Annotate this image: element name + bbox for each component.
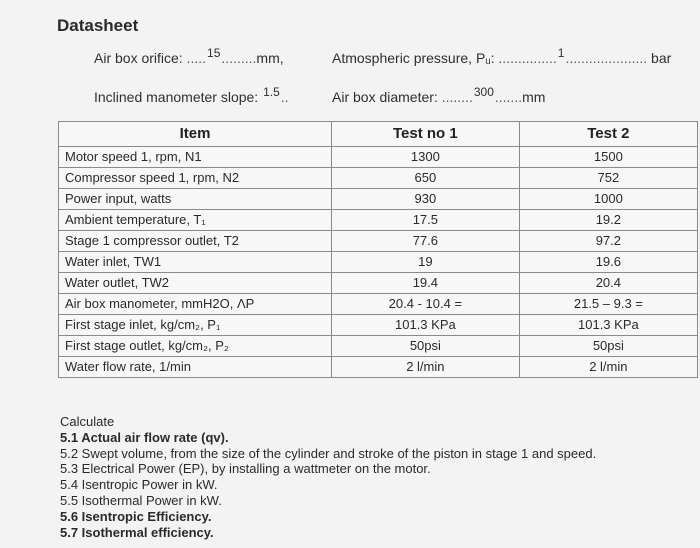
pressure-unit: bar — [651, 50, 672, 66]
dotted-leader: ..................... — [565, 50, 648, 66]
item-cell: Compressor speed 1, rpm, N2 — [59, 168, 332, 189]
table-row — [59, 189, 698, 210]
orifice-label: Air box orifice: — [94, 50, 183, 66]
table-header-row — [59, 122, 698, 147]
dotted-leader: ..... — [186, 50, 207, 66]
datasheet-table — [58, 121, 698, 378]
slope-field — [94, 85, 289, 105]
test2-cell: 21.5 – 9.3 = — [519, 294, 697, 315]
test1-cell: 19.4 — [332, 273, 520, 294]
table-row — [59, 336, 698, 357]
dotted-leader: ........ — [441, 89, 473, 105]
table-row — [59, 147, 698, 168]
calc-item: 5.7 Isothermal efficiency. — [60, 524, 214, 540]
item-cell: Water outlet, TW2 — [59, 273, 332, 294]
pressure-value: 1 — [557, 46, 565, 60]
item-cell: Ambient temperature, T₁ — [59, 210, 332, 231]
calc-item: 5.4 Isentropic Power in kW. — [60, 477, 218, 493]
item-cell: Power input, watts — [59, 189, 332, 210]
item-cell: Water inlet, TW1 — [59, 252, 332, 273]
table-row — [59, 210, 698, 231]
dotted-leader: ............... — [498, 50, 557, 66]
item-cell: First stage outlet, kg/cm₂, P₂ — [59, 336, 332, 357]
table-row — [59, 252, 698, 273]
calculate-section — [60, 414, 596, 540]
pressure-field — [332, 46, 672, 66]
orifice-field — [94, 46, 284, 66]
table-row — [59, 231, 698, 252]
item-cell: Air box manometer, mmH2O, ΛP — [59, 294, 332, 315]
table-row — [59, 168, 698, 189]
pressure-label: Atmospheric pressure, Pᵤ: — [332, 50, 495, 66]
calc-item: 5.2 Swept volume, from the size of the cylinder and stroke of the piston in stage 1 and speed. — [60, 445, 597, 461]
item-cell: Motor speed 1, rpm, N1 — [59, 147, 332, 168]
orifice-value: 15 — [207, 46, 221, 60]
test1-cell: 930 — [332, 189, 520, 210]
table-row — [59, 315, 698, 336]
test2-cell: 101.3 KPa — [519, 315, 697, 336]
table-row — [59, 273, 698, 294]
column-header: Test 2 — [519, 122, 697, 147]
slope-value: 1.5 — [263, 85, 280, 99]
item-cell: Water flow rate, 1/min — [59, 357, 332, 378]
test2-cell: 1500 — [519, 147, 697, 168]
calculate-heading: Calculate — [60, 414, 115, 429]
diameter-unit: mm — [522, 89, 546, 105]
item-cell: First stage inlet, kg/cm₂, P₁ — [59, 315, 332, 336]
test2-cell: 19.2 — [519, 210, 697, 231]
test1-cell: 17.5 — [332, 210, 520, 231]
test2-cell: 752 — [519, 168, 697, 189]
diameter-value: 300 — [473, 85, 494, 99]
test1-cell: 650 — [332, 168, 520, 189]
dotted-leader: ......... — [221, 50, 257, 66]
column-header: Test no 1 — [332, 122, 520, 147]
test2-cell: 50psi — [519, 336, 697, 357]
calc-item: 5.1 Actual air flow rate (qv). — [60, 429, 229, 445]
calc-item: 5.3 Electrical Power (EP), by installing a wattmeter on the motor. — [60, 461, 431, 477]
test2-cell: 2 l/min — [519, 357, 697, 378]
test2-cell: 1000 — [519, 189, 697, 210]
test1-cell: 1300 — [332, 147, 520, 168]
test1-cell: 19 — [332, 252, 520, 273]
table-row — [59, 294, 698, 315]
orifice-unit: mm, — [256, 50, 284, 66]
test1-cell: 20.4 - 10.4 = — [332, 294, 520, 315]
test2-cell: 97.2 — [519, 231, 697, 252]
diameter-label: Air box diameter: — [332, 89, 438, 105]
dotted-leader: .. — [280, 89, 289, 105]
slope-label: Inclined manometer slope: — [94, 89, 259, 105]
diameter-field — [332, 85, 546, 105]
dotted-leader: ....... — [494, 89, 523, 105]
test1-cell: 101.3 KPa — [332, 315, 520, 336]
calc-item: 5.5 Isothermal Power in kW. — [60, 492, 222, 508]
test1-cell: 77.6 — [332, 231, 520, 252]
test2-cell: 19.6 — [519, 252, 697, 273]
column-header: Item — [59, 122, 332, 147]
page-title: Datasheet — [57, 16, 139, 35]
item-cell: Stage 1 compressor outlet, T2 — [59, 231, 332, 252]
calc-item: 5.6 Isentropic Efficiency. — [60, 508, 212, 524]
test1-cell: 2 l/min — [332, 357, 520, 378]
table-row — [59, 357, 698, 378]
test2-cell: 20.4 — [519, 273, 697, 294]
test1-cell: 50psi — [332, 336, 520, 357]
